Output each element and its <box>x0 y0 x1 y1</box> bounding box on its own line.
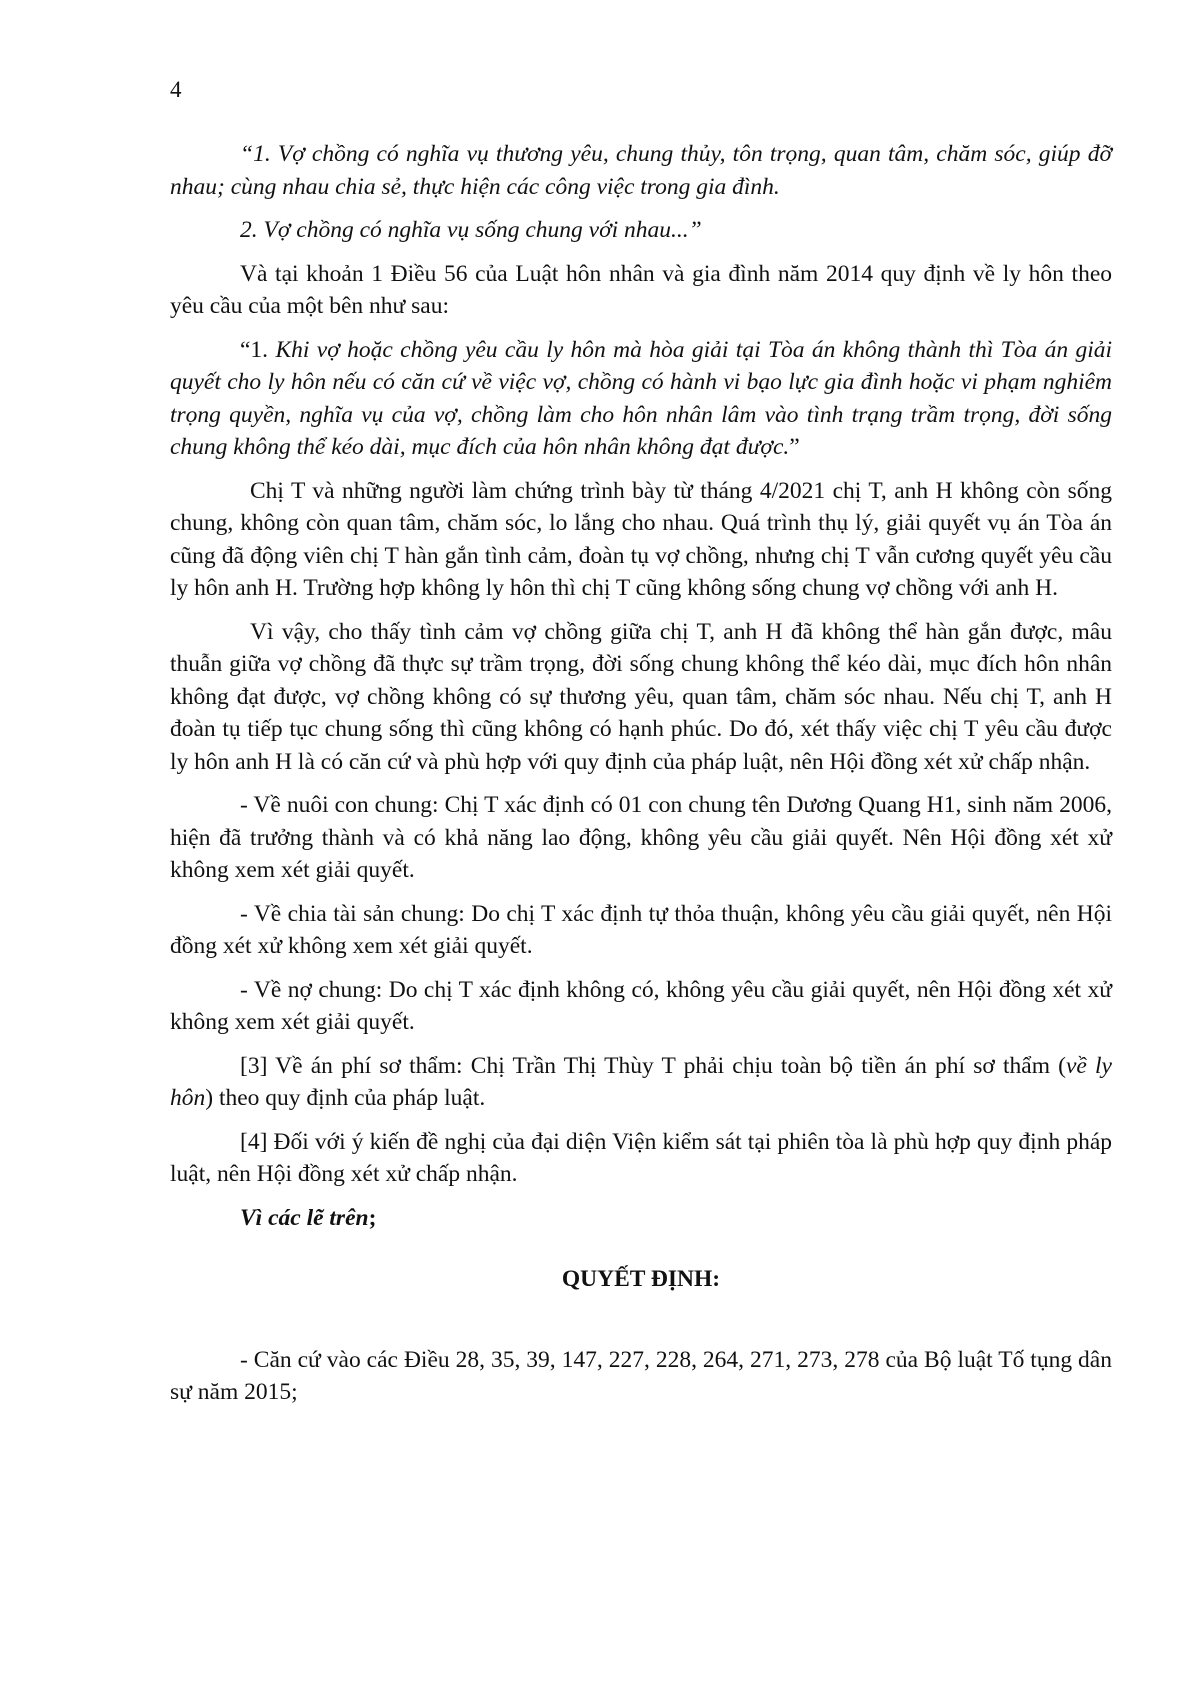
paragraph-property: - Về chia tài sản chung: Do chị T xác định tự thỏa thuận, không yêu cầu giải quyết, nên Hội đồng xét xử không xem xét giải quyết. <box>170 900 1112 959</box>
quote-article19-item1: “1. Vợ chồng có nghĩa vụ thương yêu, chung thủy, tôn trọng, quan tâm, chăm sóc, giúp đỡ nhau; cùng nhau chia sẻ, thực hiện các công việc trong gia đình. <box>170 141 1112 200</box>
quote-article56-text: Khi vợ hoặc chồng yêu cầu ly hôn mà hòa giải tại Tòa án không thành thì Tòa án giải quyết cho ly hôn nếu có căn cứ về việc vợ, chồng có hành vi bạo lực gia đình hoặc vi phạm nghiêm trọng quyền, nghĩa vụ của vợ, chồng làm cho hôn nhân lâm vào tình trạng trầm trọng, đời sống chung không thể kéo dài, mục đích của hôn nhân không đạt được. <box>170 336 1113 460</box>
spacer <box>170 1296 1112 1344</box>
paragraph-court-fee <box>170 1050 1112 1115</box>
paragraph-procuracy: [4] Đối với ý kiến đề nghị của đại diện Viện kiểm sát tại phiên tòa là phù hợp quy định pháp luật, nên Hội đồng xét xử chấp nhận. <box>170 1128 1112 1187</box>
reasons-line <box>170 1202 1112 1235</box>
paragraph-testimony: Chị T và những người làm chứng trình bày từ tháng 4/2021 chị T, anh H không còn sống chung, không còn quan tâm, chăm sóc, lo lắng cho nhau. Quá trình thụ lý, giải quyết vụ án Tòa án cũng đã động viên chị T hàn gắn tình cảm, đoàn tụ vợ chồng, nhưng chị T vẫn cương quyết yêu cầu ly hôn anh H. Trường hợp không ly hôn thì chị T cũng không sống chung vợ chồng với anh H. <box>170 477 1112 601</box>
reasons-text: Vì các lẽ trên <box>240 1204 369 1231</box>
intro-article56: Và tại khoản 1 Điều 56 của Luật hôn nhân và gia đình năm 2014 quy định về ly hôn theo yêu cầu của một bên như sau: <box>170 260 1112 319</box>
page-number: 4 <box>170 77 182 102</box>
paragraph-legal-basis: - Căn cứ vào các Điều 28, 35, 39, 147, 227, 228, 264, 271, 273, 278 của Bộ luật Tố tụng dân sự năm 2015; <box>170 1346 1112 1405</box>
quote-article56 <box>170 334 1112 464</box>
court-fee-text-italic: về ly hôn <box>170 1052 1112 1111</box>
quote-article56-prefix: “1. <box>240 336 276 363</box>
reasons-punct: ; <box>368 1204 377 1231</box>
paragraph-conclusion: Vì vậy, cho thấy tình cảm vợ chồng giữa chị T, anh H đã không thể hàn gắn được, mâu thuẫn giữa vợ chồng đã thực sự trầm trọng, đời sống chung không thể kéo dài, mục đích hôn nhân không đạt được, vợ chồng không có sự thương yêu, quan tâm, chăm sóc nhau. Nếu chị T, anh H đoàn tụ tiếp tục chung sống thì cũng không có hạnh phúc. Do đó, xét thấy việc chị T yêu cầu được ly hôn anh H là có căn cứ và phù hợp với quy định của pháp luật, nên Hội đồng xét xử chấp nhận. <box>170 618 1112 775</box>
quote-article19-item2: 2. Vợ chồng có nghĩa vụ sống chung với nhau...” <box>240 217 702 243</box>
quote-article56-suffix: ” <box>789 434 800 460</box>
paragraph-child-custody: - Về nuôi con chung: Chị T xác định có 01 con chung tên Dương Quang H1, sinh năm 2006, hiện đã trưởng thành và có khả năng lao động, không yêu cầu giải quyết. Nên Hội đồng xét xử không xem xét giải quyết. <box>170 792 1112 883</box>
document-body <box>170 138 1112 1420</box>
court-fee-text-after: ) theo quy định của pháp luật. <box>205 1085 486 1111</box>
court-fee-text-before: [3] Về án phí sơ thẩm: Chị Trần Thị Thùy T phải chịu toàn bộ tiền án phí sơ thẩm ( <box>240 1052 1066 1079</box>
heading-decision: QUYẾT ĐỊNH: <box>561 1266 721 1292</box>
paragraph-debt: - Về nợ chung: Do chị T xác định không có, không yêu cầu giải quyết, nên Hội đồng xét xử không xem xét giải quyết. <box>170 976 1112 1035</box>
